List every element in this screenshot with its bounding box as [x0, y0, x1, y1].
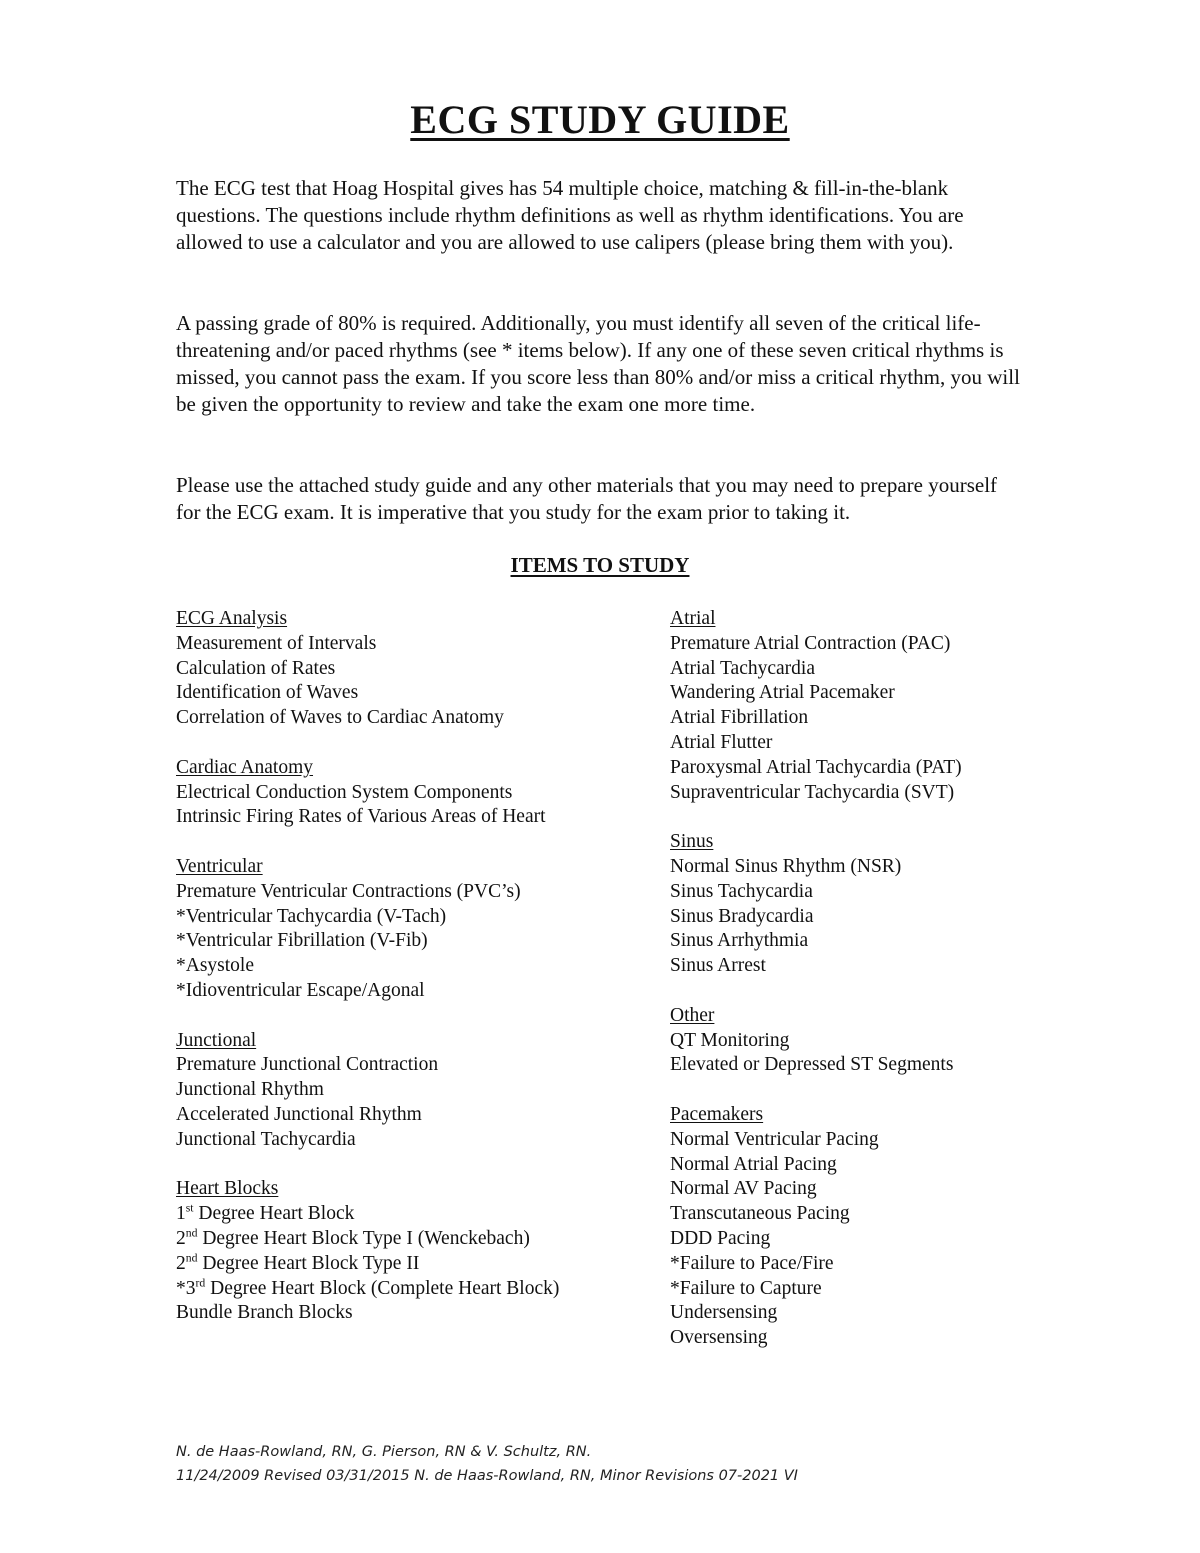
- list-item: Premature Ventricular Contractions (PVC’s): [176, 880, 521, 902]
- list-item: Oversensing: [670, 1327, 768, 1349]
- group-heading: Heart Blocks: [176, 1178, 279, 1200]
- group-other: [670, 1004, 1140, 1078]
- list-item: QT Monitoring: [670, 1029, 790, 1051]
- list-item: Sinus Tachycardia: [670, 880, 813, 902]
- group-heart-blocks: [176, 1177, 646, 1326]
- list-item: Electrical Conduction System Components: [176, 781, 513, 803]
- item-ordinal: 1: [176, 1203, 186, 1225]
- group-heading: ECG Analysis: [176, 608, 288, 629]
- left-column: [176, 607, 646, 1351]
- group-heading: Cardiac Anatomy: [176, 756, 314, 778]
- list-item: Transcutaneous Pacing: [670, 1203, 850, 1225]
- list-item: Sinus Arrhythmia: [670, 930, 809, 952]
- list-item: [176, 1252, 646, 1277]
- group-heading: Atrial: [670, 608, 716, 629]
- item-ordinal: 2: [176, 1252, 186, 1274]
- group-ventricular: [176, 855, 646, 1004]
- list-item: Supraventricular Tachycardia (SVT): [670, 781, 955, 803]
- list-item: Paroxysmal Atrial Tachycardia (PAT): [670, 756, 962, 778]
- item-ordinal-suffix: st: [185, 1201, 194, 1215]
- group-heading: Pacemakers: [670, 1103, 764, 1125]
- list-item: Normal Sinus Rhythm (NSR): [670, 855, 902, 877]
- list-item: *Asystole: [176, 955, 254, 977]
- group-heading: Other: [670, 1004, 715, 1026]
- list-item: Wandering Atrial Pacemaker: [670, 682, 895, 704]
- item-ordinal: *3: [176, 1277, 196, 1299]
- group-heading: Junctional: [176, 1029, 257, 1051]
- group-cardiac-anatomy: [176, 756, 646, 830]
- list-item: [176, 1277, 646, 1302]
- preparation-paragraph: Please use the attached study guide and any other materials that you may need to prepare yourself for the ECG exam. It is imperative that you study for the exam prior to taking it.: [176, 473, 998, 524]
- group-ecg-analysis: [176, 607, 646, 731]
- list-item: Accelerated Junctional Rhythm: [176, 1103, 422, 1125]
- item-label: Degree Heart Block Type II: [197, 1252, 420, 1274]
- list-item: Correlation of Waves to Cardiac Anatomy: [176, 707, 504, 729]
- list-item: *Failure to Pace/Fire: [670, 1252, 834, 1274]
- right-column: [670, 607, 1140, 1376]
- group-heading: Ventricular: [176, 855, 263, 877]
- list-item: Identification of Waves: [176, 682, 359, 704]
- list-item: Junctional Rhythm: [176, 1079, 324, 1101]
- list-item: Atrial Fibrillation: [670, 707, 809, 729]
- list-item: *Failure to Capture: [670, 1277, 822, 1299]
- item-ordinal-suffix: nd: [185, 1251, 198, 1265]
- item-label: Degree Heart Block Type I (Wenckebach): [197, 1227, 530, 1249]
- list-item: Intrinsic Firing Rates of Various Areas of Heart: [176, 806, 546, 828]
- item-ordinal: 2: [176, 1227, 186, 1249]
- intro-paragraph: The ECG test that Hoag Hospital gives has 54 multiple choice, matching & fill-in-the-blank questions. The questions include rhythm definitions as well as rhythm identifications. You are allowed to use a calculator and you are allowed to use calipers (please bring them with you).: [176, 176, 964, 254]
- items-to-study-heading: ITEMS TO STUDY: [510, 553, 690, 577]
- item-ordinal-suffix: nd: [185, 1226, 198, 1240]
- list-item: Junctional Tachycardia: [176, 1128, 356, 1150]
- group-junctional: [176, 1029, 646, 1153]
- group-atrial: [670, 607, 1140, 805]
- list-item: Premature Atrial Contraction (PAC): [670, 632, 951, 654]
- list-item: Elevated or Depressed ST Segments: [670, 1054, 954, 1076]
- footer: [176, 1440, 798, 1488]
- list-item: Measurement of Intervals: [176, 632, 377, 654]
- list-item: Undersensing: [670, 1302, 778, 1324]
- list-item: Atrial Tachycardia: [670, 657, 815, 679]
- list-item: [176, 1227, 646, 1252]
- list-item: Calculation of Rates: [176, 657, 336, 679]
- list-item: DDD Pacing: [670, 1227, 771, 1249]
- list-item: *Ventricular Fibrillation (V-Fib): [176, 930, 428, 952]
- list-item: Premature Junctional Contraction: [176, 1054, 439, 1076]
- page-title: ECG STUDY GUIDE: [410, 97, 790, 142]
- list-item: Sinus Bradycardia: [670, 905, 814, 927]
- requirements-paragraph: A passing grade of 80% is required. Additionally, you must identify all seven of the critical life-threatening and/or paced rhythms (see * items below). If any one of these seven critical rhythms is missed, you cannot pass the exam. If you score less than 80% and/or miss a critical rhythm, you will be given the opportunity to review and take the exam one more time.: [176, 311, 1020, 416]
- list-item: Bundle Branch Blocks: [176, 1302, 353, 1324]
- item-label: Degree Heart Block: [193, 1203, 355, 1225]
- item-ordinal-suffix: rd: [195, 1276, 206, 1290]
- list-item: Normal Atrial Pacing: [670, 1153, 837, 1175]
- list-item: [176, 1202, 646, 1227]
- item-label: Degree Heart Block (Complete Heart Block): [205, 1277, 560, 1299]
- list-item: Normal Ventricular Pacing: [670, 1128, 879, 1150]
- footer-authors: N. de Haas-Rowland, RN, G. Pierson, RN & V. Schultz, RN.: [176, 1444, 592, 1460]
- group-sinus: [670, 830, 1140, 979]
- group-heading: Sinus: [670, 831, 714, 853]
- list-item: Atrial Flutter: [670, 731, 773, 753]
- group-pacemakers: [670, 1103, 1140, 1351]
- list-item: Normal AV Pacing: [670, 1178, 817, 1200]
- footer-revisions: 11/24/2009 Revised 03/31/2015 N. de Haas-Rowland, RN, Minor Revisions 07-2021 VI: [176, 1468, 798, 1484]
- list-item: *Idioventricular Escape/Agonal: [176, 979, 425, 1001]
- list-item: *Ventricular Tachycardia (V-Tach): [176, 905, 447, 927]
- list-item: Sinus Arrest: [670, 955, 766, 977]
